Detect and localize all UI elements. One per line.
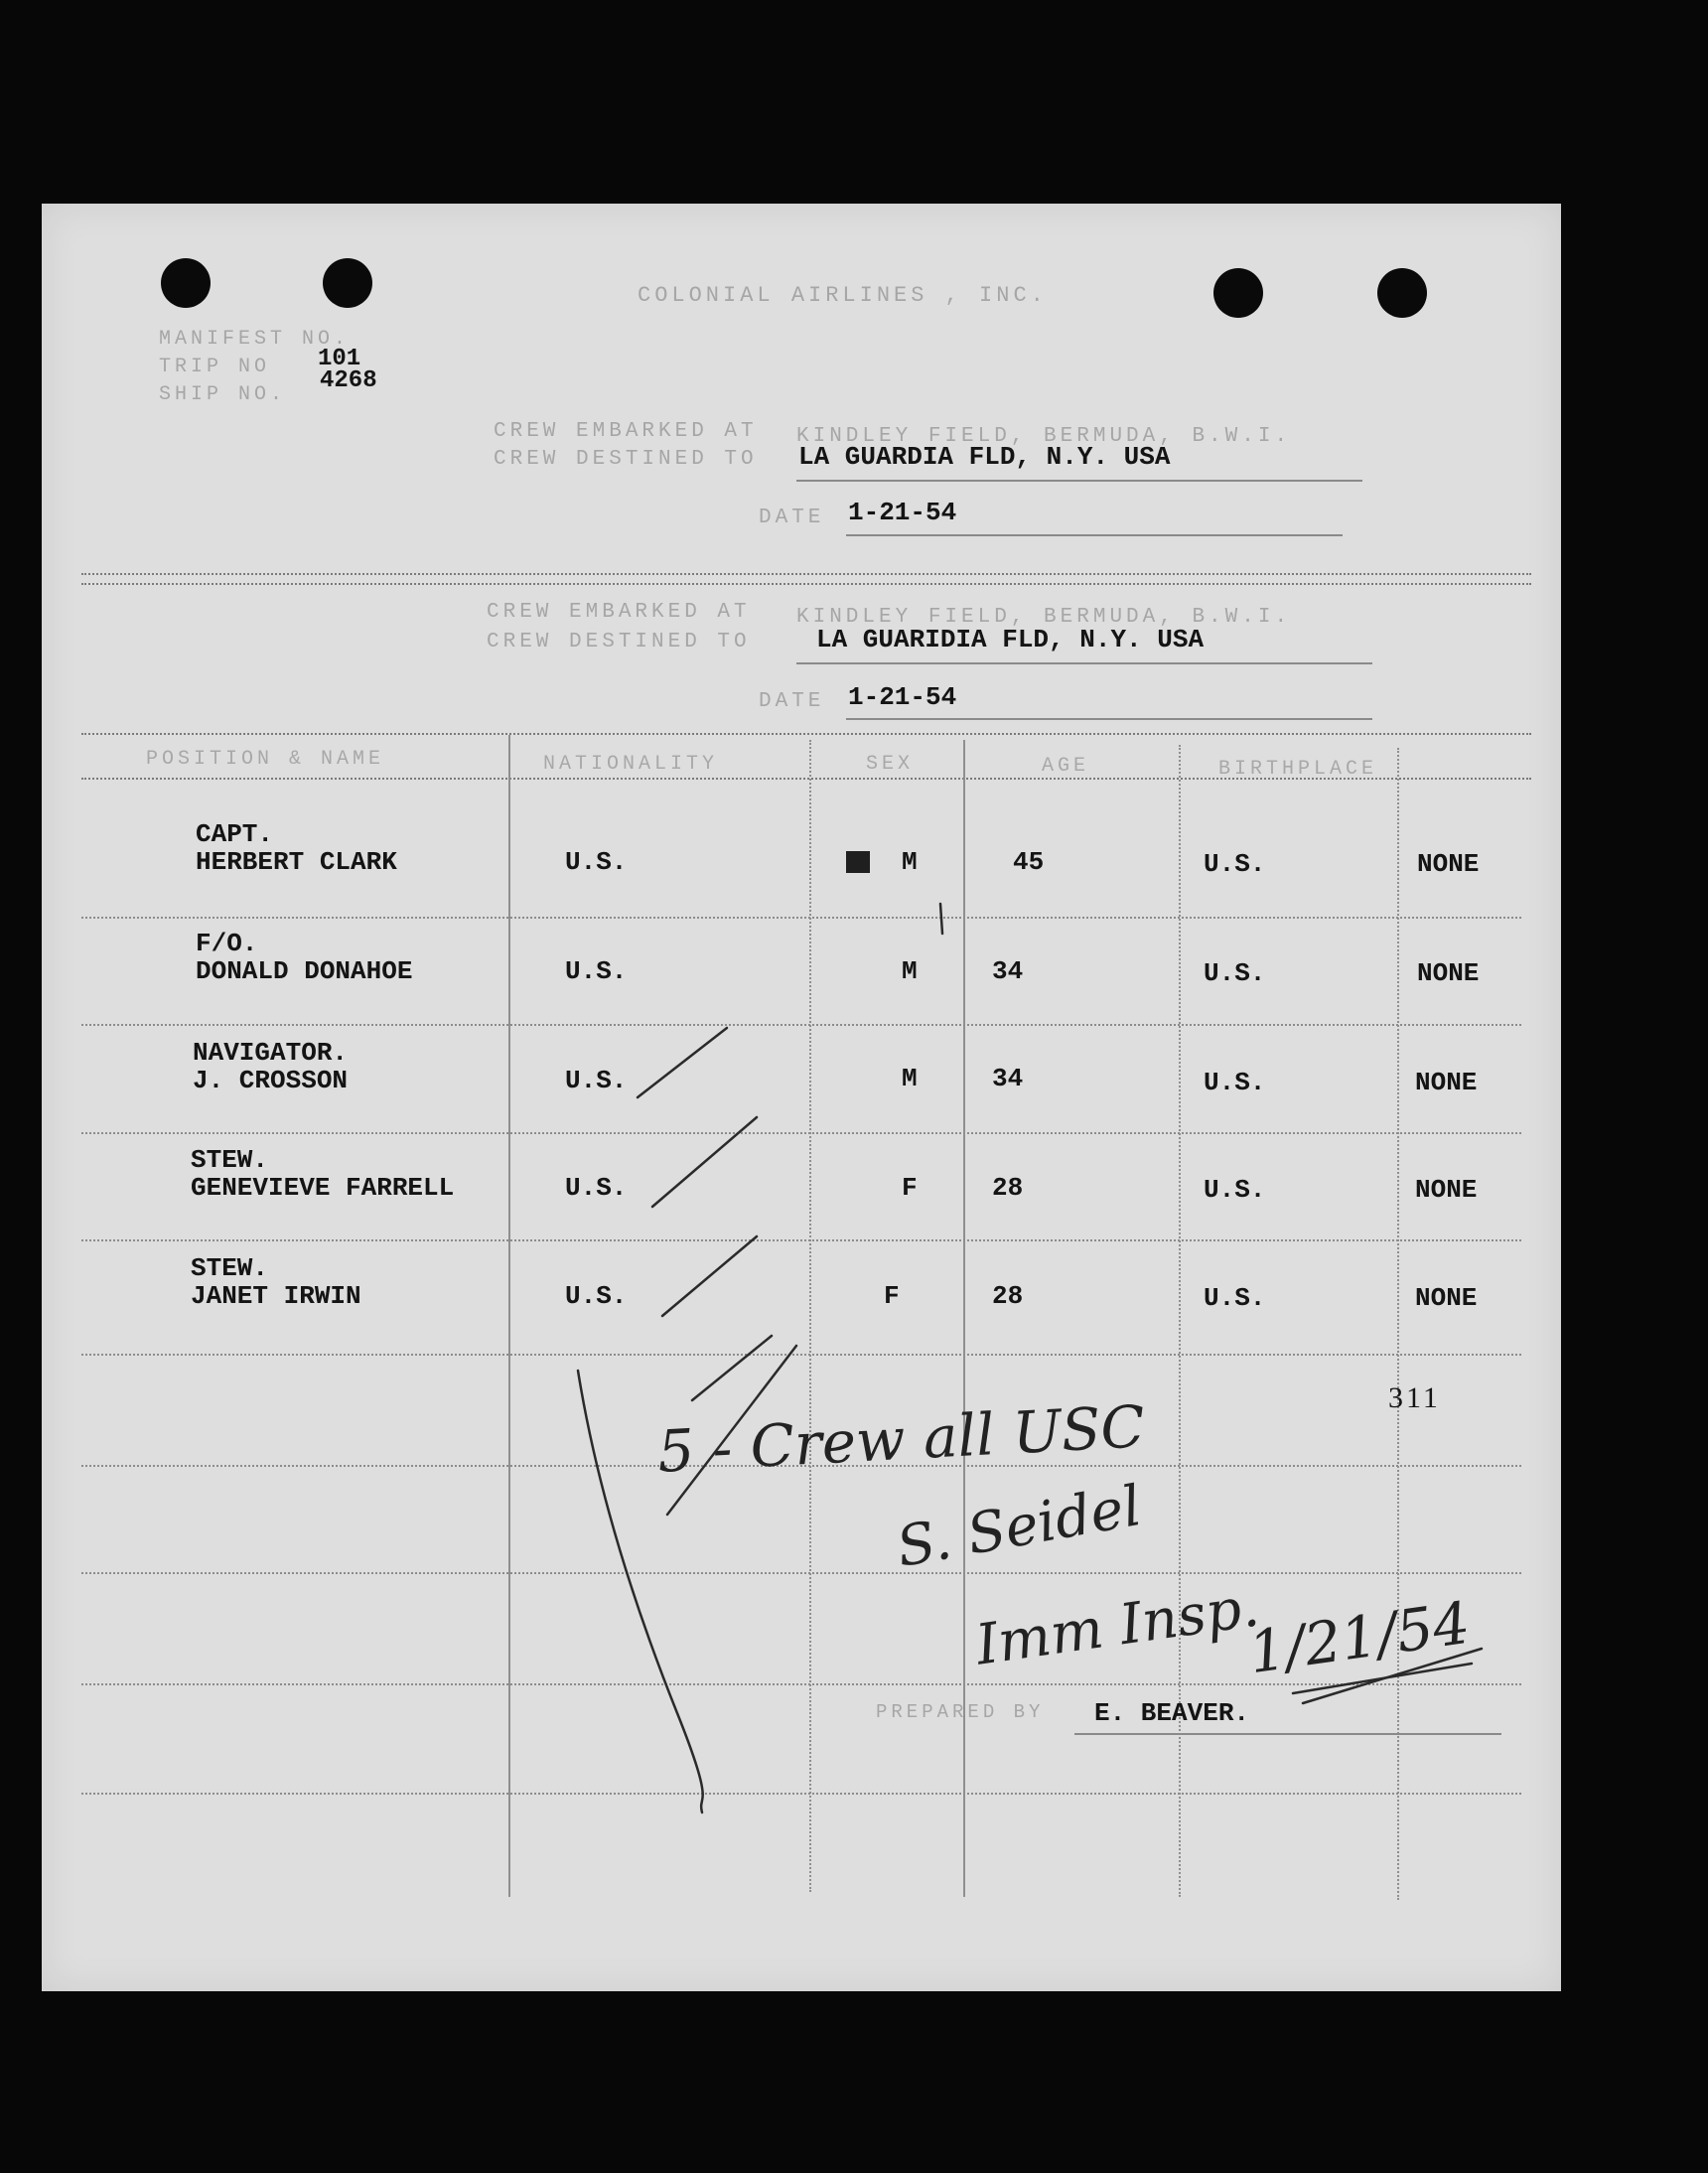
- crew-position: F/O.: [196, 929, 258, 958]
- crew-nationality: U.S.: [565, 1173, 628, 1203]
- section2-date-label: DATE: [759, 690, 825, 713]
- crew-name: HERBERT CLARK: [196, 847, 397, 877]
- section2-embarked-label: CREW EMBARKED AT: [487, 601, 751, 624]
- col-header-sex: SEX: [866, 753, 915, 776]
- crew-sex: F: [884, 1281, 900, 1311]
- section1-destined-value: LA GUARDIA FLD, N.Y. USA: [798, 442, 1171, 472]
- crew-remarks: NONE: [1415, 1175, 1478, 1205]
- crew-age: 28: [992, 1173, 1024, 1203]
- section1-embarked-value: KINDLEY FIELD, BERMUDA, B.W.I.: [796, 425, 1292, 448]
- crew-name: J. CROSSON: [193, 1066, 349, 1095]
- crew-remarks: NONE: [1415, 1068, 1478, 1097]
- crew-position: CAPT.: [196, 819, 274, 849]
- page-number: 311: [1388, 1381, 1441, 1414]
- crew-birthplace: U.S.: [1204, 1283, 1266, 1313]
- crew-nationality: U.S.: [565, 1066, 628, 1095]
- crew-remarks: NONE: [1417, 958, 1480, 988]
- crew-age: 34: [992, 1064, 1024, 1093]
- col-header-birthplace: BIRTHPLACE: [1218, 758, 1378, 781]
- col-header-age: AGE: [1042, 755, 1090, 778]
- crew-name: JANET IRWIN: [191, 1281, 361, 1311]
- crew-remarks: NONE: [1417, 849, 1480, 879]
- crew-nationality: U.S.: [565, 956, 628, 986]
- crew-position: STEW.: [191, 1253, 269, 1283]
- handwritten-signature: S. Seidel: [892, 1473, 1147, 1581]
- crew-nationality: U.S.: [565, 1281, 628, 1311]
- trip-no-label: TRIP NO: [159, 356, 271, 378]
- section2-embarked-value: KINDLEY FIELD, BERMUDA, B.W.I.: [796, 606, 1292, 629]
- col-header-nationality: NATIONALITY: [543, 753, 719, 776]
- crew-name: DONALD DONAHOE: [196, 956, 413, 986]
- manifest-no-label: MANIFEST NO.: [159, 328, 351, 351]
- crew-position: NAVIGATOR.: [193, 1038, 349, 1068]
- crew-age: 45: [1013, 847, 1045, 877]
- ink-strokes: [42, 204, 1561, 1991]
- section1-embarked-label: CREW EMBARKED AT: [494, 420, 758, 443]
- section2-destined-label: CREW DESTINED TO: [487, 631, 751, 653]
- handwritten-date: 1/21/54: [1244, 1588, 1475, 1687]
- company-name: COLONIAL AIRLINES , INC.: [638, 283, 1048, 308]
- crew-sex: M: [902, 847, 918, 877]
- crew-birthplace: U.S.: [1204, 958, 1266, 988]
- prepared-by-value: E. BEAVER.: [1094, 1698, 1250, 1728]
- crew-sex: F: [902, 1173, 918, 1203]
- crew-sex: M: [902, 956, 918, 986]
- crew-birthplace: U.S.: [1204, 1175, 1266, 1205]
- crew-nationality: U.S.: [565, 847, 628, 877]
- section1-date-value: 1-21-54: [848, 498, 957, 527]
- manifest-page: [42, 204, 1561, 1991]
- section2-date-value: 1-21-54: [848, 682, 957, 712]
- crew-age: 34: [992, 956, 1024, 986]
- crew-age: 28: [992, 1281, 1024, 1311]
- trip-no-value: 101: [318, 346, 361, 372]
- handwritten-inspector: Imm Insp.: [971, 1574, 1263, 1678]
- ship-no-value: 4268: [320, 367, 377, 394]
- crew-birthplace: U.S.: [1204, 1068, 1266, 1097]
- crew-sex: M: [902, 1064, 918, 1093]
- section2-destined-value: LA GUARIDIA FLD, N.Y. USA: [816, 625, 1205, 654]
- section1-date-label: DATE: [759, 507, 825, 529]
- crew-name: GENEVIEVE FARRELL: [191, 1173, 455, 1203]
- col-header-position: POSITION & NAME: [146, 748, 385, 771]
- handwritten-note: 5 - Crew all USC: [655, 1392, 1147, 1486]
- ship-no-label: SHIP NO.: [159, 383, 287, 406]
- crew-position: STEW.: [191, 1145, 269, 1175]
- crew-birthplace: U.S.: [1204, 849, 1266, 879]
- section1-destined-label: CREW DESTINED TO: [494, 448, 758, 471]
- crew-remarks: NONE: [1415, 1283, 1478, 1313]
- prepared-by-label: PREPARED BY: [876, 1701, 1045, 1723]
